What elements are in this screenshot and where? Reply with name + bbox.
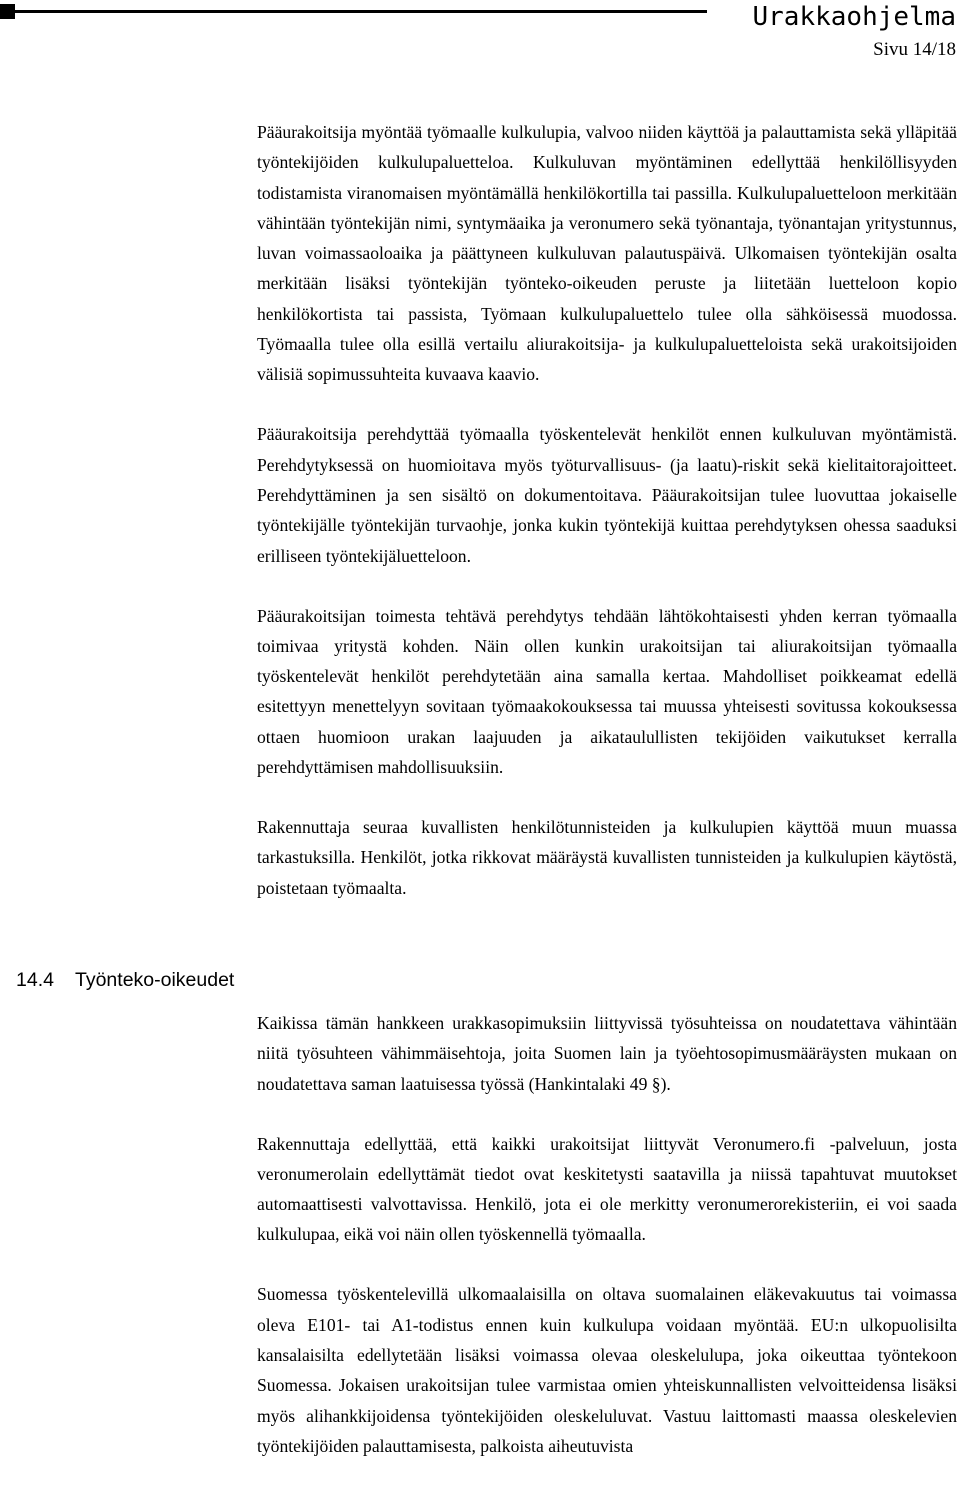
- paragraph-perehdytys: Pääurakoitsija perehdyttää työmaalla työskentelevät henkilöt ennen kulkuluvan myöntämistä. Perehdytyksessä on huomioitava myös työturvallisuus- (ja laatu)-riskit sekä kielitaitorajoitteet. Perehdyttäminen ja sen sisältö on dokumentoitava. Pääurakoitsijan tulee luovuttaa jokaiselle työntekijälle työntekijän turvaohje, jonka kukin työntekijä kuittaa perehdytyksen ohessa saaduksi erilliseen työntekijäluetteloon.: [257, 424, 957, 566]
- paragraph-ulkomaalaiset: Suomessa työskentelevillä ulkomaalaisilla on oltava suomalainen eläkevakuutus tai voimassa oleva E101- tai A1-todistus ennen kuin kulkulupa voidaan myöntää. EU:n ulkopuolisilta kansalaisilta edellytetään lisäksi voimassa olevaa oleskelulupa, joka oikeuttaa työntekoon Suomessa. Jokaisen urakoitsijan tulee varmistaa omien yhteiskunnallisten velvoitteidensa lisäksi myös alihankkijoidensa työntekijöiden oleskeluluvat. Vastuu laittomasti maassa oleskelevien työntekijöiden palauttamisesta, palkoista aiheutuvista: [257, 1284, 957, 1456]
- section-number: 14.4: [16, 969, 54, 991]
- header-marker-square: [0, 4, 15, 19]
- header-rule: [15, 10, 707, 13]
- paragraph-veronumero: Rakennuttaja edellyttää, että kaikki urakoitsijat liittyvät Veronumero.fi -palveluun, josta veronumerolain edellyttämät tiedot ovat keskitetysti saatavilla ja niissä tapahtuvat muutokset automaattisesti valvottavissa. Henkilö, jota ei ole merkitty veronumerorekisteriin, ei voi saada kulkulupaa, eikä voi näin ollen työskennellä työmaalla.: [257, 1133, 957, 1245]
- paragraph-kulkuluvat: Pääurakoitsija myöntää työmaalle kulkulupia, valvoo niiden käyttöä ja palauttamista sekä ylläpitää työntekijöiden kulkulupaluetteloa. Kulkuluvan myöntäminen edellyttää henkilöllisyyden todistamista viranomaisen myöntämällä henkilökortilla tai passilla. Kulkulupaluetteloon merkitään vähintään työntekijän nimi, syntymäaika ja veronumero sekä työnantaja, työnantajan yritystunnus, luvan voimassaoloaika ja päättyneen kulkuluvan palautuspäivä. Ulkomaisen työntekijän osalta merkitään lisäksi työntekijän työnteko-oikeuden peruste ja liitetään luetteloon kopio henkilökortista tai passista, Työmaan kulkulupaluettelo tulee olla sähköisessä muodossa. Työmaalla tulee olla esillä vertailu aliurakoitsija- ja kulkulupaluetteloista sekä urakoitsijoiden välisiä sopimussuhteita kuvaava kaavio.: [257, 122, 957, 385]
- document-title: Urakkaohjelma: [752, 2, 956, 32]
- section-title: Työnteko-oikeudet: [75, 969, 235, 991]
- paragraph-tunnisteiden-seuranta: Rakennuttaja seuraa kuvallisten henkilötunnisteiden ja kulkulupien käyttöä muun muassa tarkastuksilla. Henkilöt, jotka rikkovat määräystä kuvallisten tunnisteiden ja kulkulupien käytöstä, poistetaan työmaalta.: [257, 817, 957, 898]
- paragraph-perehdytyskerta: Pääurakoitsijan toimesta tehtävä perehdytys tehdään lähtökohtaisesti yhden kerran työmaalla toimivaa yritystä kohden. Näin ollen kunkin urakoitsijan tai aliurakoitsijan työmaalla työskentelevät henkilöt perehdytetään aina samalla kertaa. Mahdolliset poikkeamat edellä esitettyyn menettelyyn sovitaan työmaakokouksessa tai muussa yhteisesti sovitussa kokouksessa ottaen huomioon urakan laajuuden ja aikataulullisten tekijöiden vaikutukset kerralla perehdyttämisen mahdollisuuksiin.: [257, 605, 957, 778]
- section-heading: [16, 963, 234, 997]
- body-text-top: [257, 117, 957, 933]
- page-number: Sivu 14/18: [873, 39, 956, 60]
- paragraph-vahimmaisehdot: Kaikissa tämän hankkeen urakkasopimuksiin liittyvissä työsuhteissa on noudatettava vähintään niitä työsuhteen vähimmäisehtoja, joita Suomen lain ja työehtosopimusmääräysten mukaan on noudatettava saman laatuisessa työssä (Hankintalaki 49 §).: [257, 1013, 957, 1094]
- body-text-section: [257, 1008, 957, 1491]
